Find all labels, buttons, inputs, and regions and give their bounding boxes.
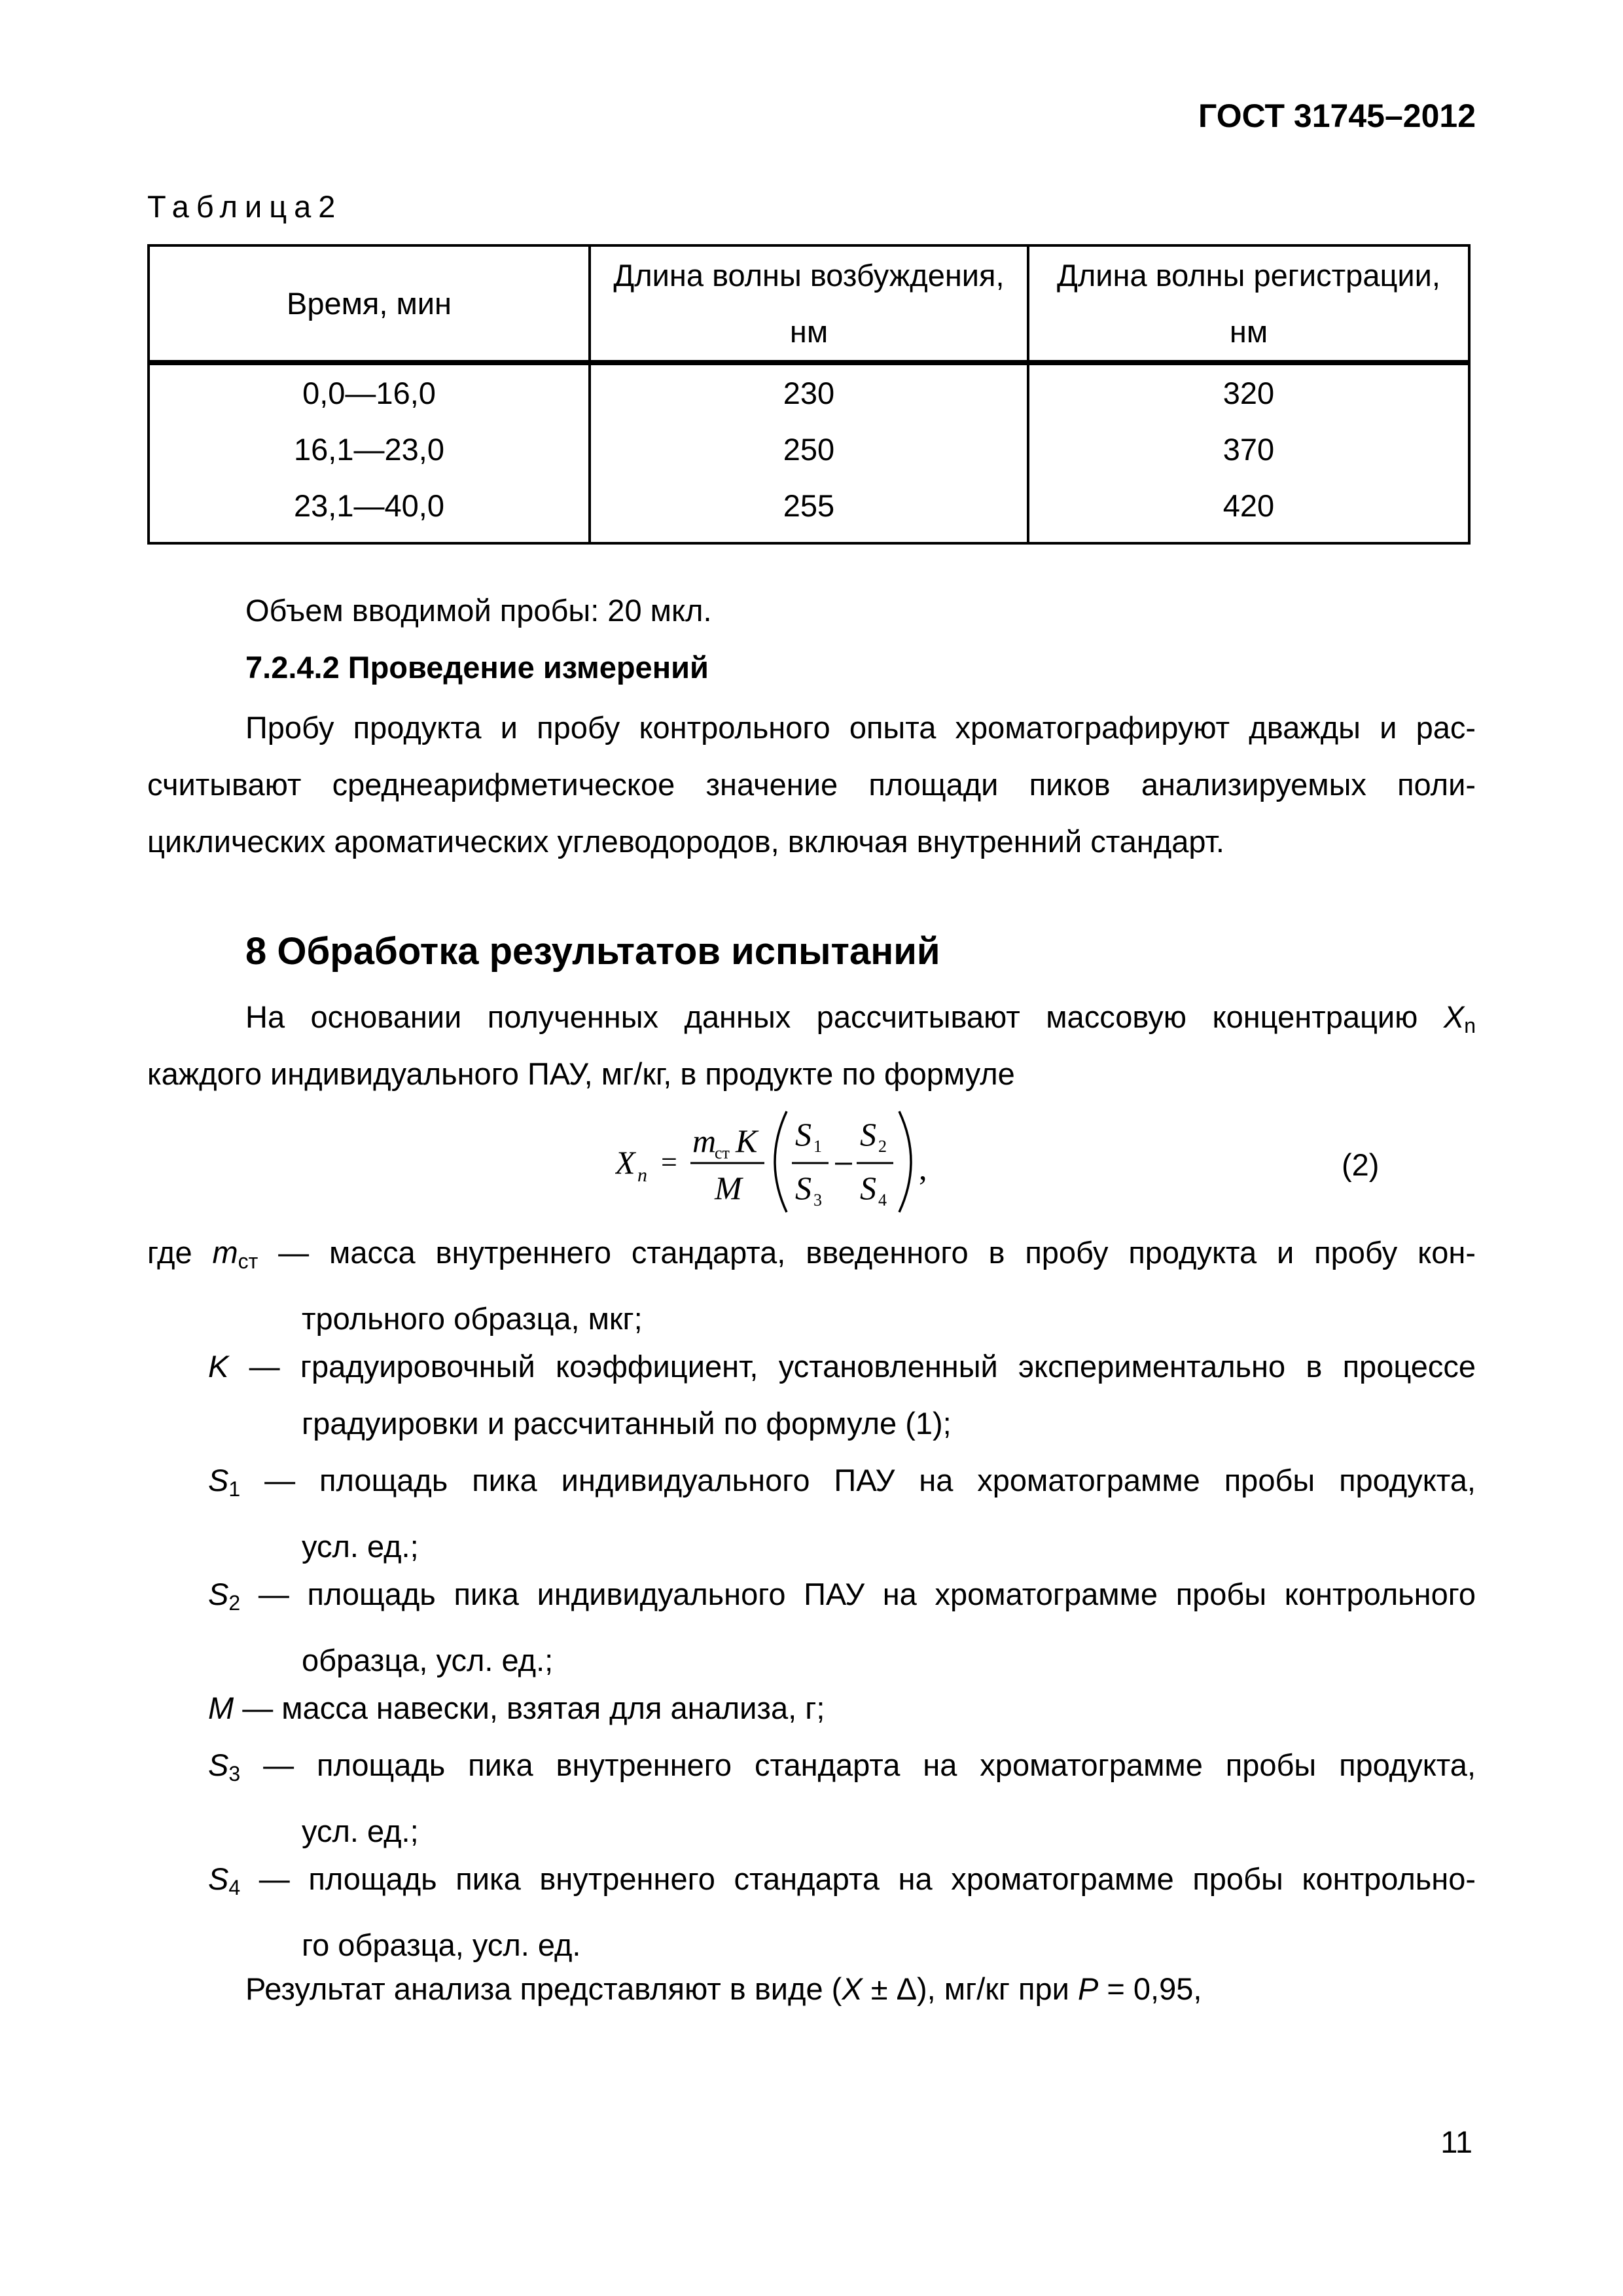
definition-item-mass: [208, 1679, 825, 1736]
definition-continuation: усл. ед.;: [302, 1814, 419, 1848]
equals-sign: =: [661, 1146, 677, 1178]
definition-symbol-sub: 1: [228, 1477, 241, 1501]
result-text: Результат анализа представляют в виде (: [245, 1971, 842, 2006]
definition-text: — площадь пика индивидуального ПАУ на хроматограмме пробы контрольного: [258, 1577, 1476, 1611]
result-variable-x: X: [842, 1971, 863, 2006]
definition-continuation: усл. ед.;: [302, 1529, 419, 1564]
definition-line: [208, 1566, 1476, 1632]
definition-item-s3: [208, 1736, 1476, 1859]
formula-2: [615, 1106, 942, 1217]
column-header-registration: [1028, 245, 1469, 363]
definition-continuation: трольного образца, мкг;: [302, 1301, 643, 1336]
definition-symbol: S: [208, 1577, 229, 1611]
definition-symbol: M: [208, 1691, 234, 1725]
intro-text: На основании полученных данных рассчитывают массовую концентрацию: [245, 999, 1418, 1034]
paragraph-line: циклических ароматических углеводородов, включая внутренний стандарт.: [147, 824, 1224, 859]
variable-x: X: [1443, 999, 1465, 1034]
measurement-paragraph: [147, 699, 1476, 870]
definition-symbol-sub: ст: [238, 1249, 259, 1273]
table-header-row: [149, 245, 1469, 363]
paragraph-line: считывают среднеарифметическое значение площади пиков анализируемых поли-: [147, 767, 1476, 802]
result-variable-p: P: [1077, 1971, 1099, 2006]
table-cell: 370: [1028, 422, 1469, 478]
table-row: [149, 478, 1469, 543]
result-text: ± Δ), мг/кг при: [862, 1971, 1078, 2006]
formula-m-symbol: M: [715, 1170, 742, 1206]
page-number: 11: [1440, 2125, 1472, 2159]
definition-symbol: S: [208, 1748, 229, 1782]
formula-lhs: X: [615, 1144, 635, 1181]
definition-item-s4: [208, 1850, 1476, 1973]
definition-symbol: S: [208, 1463, 229, 1498]
table-caption: Таблица2: [147, 189, 343, 224]
definition-line: [208, 1679, 825, 1736]
definition-line: [208, 1338, 1476, 1395]
definition-symbol: K: [208, 1349, 229, 1384]
paragraph-line: [147, 988, 1476, 1045]
table-cell: 16,1—23,0: [149, 422, 590, 478]
right-parenthesis: [899, 1111, 911, 1212]
formula-s1: S: [795, 1116, 812, 1153]
where-word: где: [147, 1235, 192, 1270]
definition-text: — градуировочный коэффициент, установленный экспериментально в процессе: [249, 1349, 1476, 1384]
definition-symbol-sub: 2: [228, 1591, 241, 1615]
definition-line: [208, 1452, 1476, 1518]
definition-item-s1: [208, 1452, 1476, 1575]
table-cell: 420: [1028, 478, 1469, 543]
definition-symbol: S: [208, 1861, 229, 1896]
column-header-label: Время, мин: [286, 285, 452, 321]
table-row: [149, 363, 1469, 422]
definition-continuation: го образца, усл. ед.: [302, 1928, 581, 1962]
definition-symbol-sub: 3: [228, 1762, 241, 1785]
formula-mass-sub: ст: [715, 1143, 730, 1162]
result-statement: [245, 1971, 1202, 2007]
column-header-unit: нм: [789, 314, 829, 349]
paragraph-line: каждого индивидуального ПАУ, мг/кг, в продукте по формуле: [147, 1056, 1015, 1091]
column-header-unit: нм: [1229, 314, 1268, 349]
definition-text: — масса внутреннего стандарта, введенного в пробу продукта и пробу кон-: [278, 1235, 1476, 1270]
definition-text: — площадь пика индивидуального ПАУ на хроматограмме пробы продукта,: [264, 1463, 1476, 1498]
table-cell: 250: [590, 422, 1028, 478]
definition-line: [208, 1850, 1476, 1916]
left-parenthesis: [775, 1111, 787, 1212]
table-row: [149, 422, 1469, 478]
section-title: 8 Обработка результатов испытаний: [245, 930, 940, 973]
table-cell: 255: [590, 478, 1028, 543]
definition-continuation: градуировки и рассчитанный по формуле (1);: [302, 1406, 952, 1441]
formula-k-symbol: K: [736, 1122, 758, 1159]
definition-continuation: образца, усл. ед.;: [302, 1643, 554, 1677]
formula-s2-sub: 2: [878, 1137, 887, 1156]
equation-number: (2): [1342, 1147, 1380, 1182]
definition-symbol: m: [212, 1235, 238, 1270]
formula-s2: S: [860, 1116, 876, 1153]
table-cell: 0,0—16,0: [149, 363, 590, 422]
definition-text: — площадь пика внутреннего стандарта на хроматограмме пробы контрольно-: [259, 1861, 1476, 1896]
paragraph-line: Пробу продукта и пробу контрольного опыта хроматографируют дважды и рас-: [245, 710, 1476, 745]
table-cell: 23,1—40,0: [149, 478, 590, 543]
variable-subscript: n: [1464, 1014, 1476, 1037]
section-intro-paragraph: [147, 988, 1476, 1102]
formula-s3: S: [795, 1170, 812, 1206]
definition-symbol-sub: 4: [228, 1876, 241, 1899]
column-header-label: Длина волны возбуждения,: [613, 257, 1005, 293]
definition-line: [147, 1224, 1476, 1290]
formula-s4-sub: 4: [878, 1191, 887, 1210]
column-header-time: [149, 245, 590, 363]
result-text: = 0,95,: [1098, 1971, 1202, 2006]
formula-comma: ,: [919, 1150, 927, 1187]
subsection-title: 7.2.4.2 Проведение измерений: [245, 650, 709, 685]
definition-line: [208, 1736, 1476, 1803]
definition-item-k: [208, 1338, 1476, 1452]
wavelength-table: [147, 244, 1471, 545]
column-header-label: Длина волны регистрации,: [1057, 257, 1440, 293]
formula-s4: S: [860, 1170, 876, 1206]
formula-mass-symbol: m: [692, 1122, 717, 1159]
column-header-excitation: [590, 245, 1028, 363]
table-cell: 320: [1028, 363, 1469, 422]
definition-text: — масса навески, взятая для анализа, г;: [242, 1691, 825, 1725]
definition-text: — площадь пика внутреннего стандарта на хроматограмме пробы продукта,: [263, 1748, 1476, 1782]
formula-s3-sub: 3: [813, 1191, 822, 1210]
sample-volume-text: Объем вводимой пробы: 20 мкл.: [245, 593, 712, 628]
table-cell: 230: [590, 363, 1028, 422]
definition-item-m: [147, 1224, 1476, 1347]
document-code: ГОСТ 31745–2012: [1198, 98, 1476, 134]
definition-item-s2: [208, 1566, 1476, 1689]
formula-lhs-sub: n: [637, 1164, 647, 1186]
formula-s1-sub: 1: [813, 1137, 822, 1156]
